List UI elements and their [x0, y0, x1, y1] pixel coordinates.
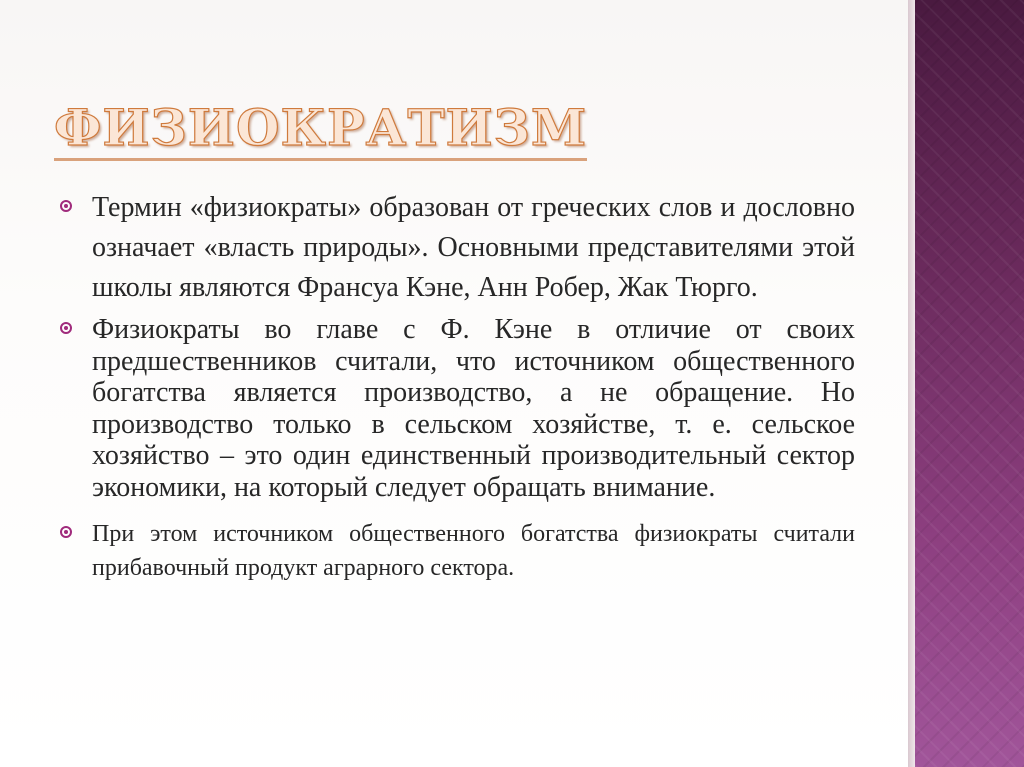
bullet-list — [60, 188, 855, 585]
circle-dot-icon — [60, 200, 72, 212]
bullet-text: Термин «физиократы» образован от греческих слов и дословно означает «власть природы». Основными представителями этой школы являются Франсуа Кэне, Анн Робер, Жак Тюрго. — [92, 192, 855, 303]
bullet-item — [60, 188, 855, 308]
bullet-text: При этом источником общественного богатства физиократы считали прибавочный продукт аграрного сектора. — [92, 521, 855, 581]
slide-title: ФИЗИОКРАТИЗМ — [54, 98, 587, 161]
bullet-text: Физиократы во главе с Ф. Кэне в отличие от своих предшественников считали, что источником общественного богатства является производство, а не обращение. Но производство только в сельском хозяйстве, т. е. сельское хозяйство – это один единственный производительный сектор экономики, на который следует обращать внимание. — [92, 314, 855, 503]
decorative-sidebar — [915, 0, 1024, 767]
circle-dot-icon — [60, 526, 72, 538]
bullet-item — [60, 517, 855, 585]
circle-dot-icon — [60, 322, 72, 334]
side-strip — [908, 0, 915, 767]
bullet-item — [60, 314, 855, 503]
